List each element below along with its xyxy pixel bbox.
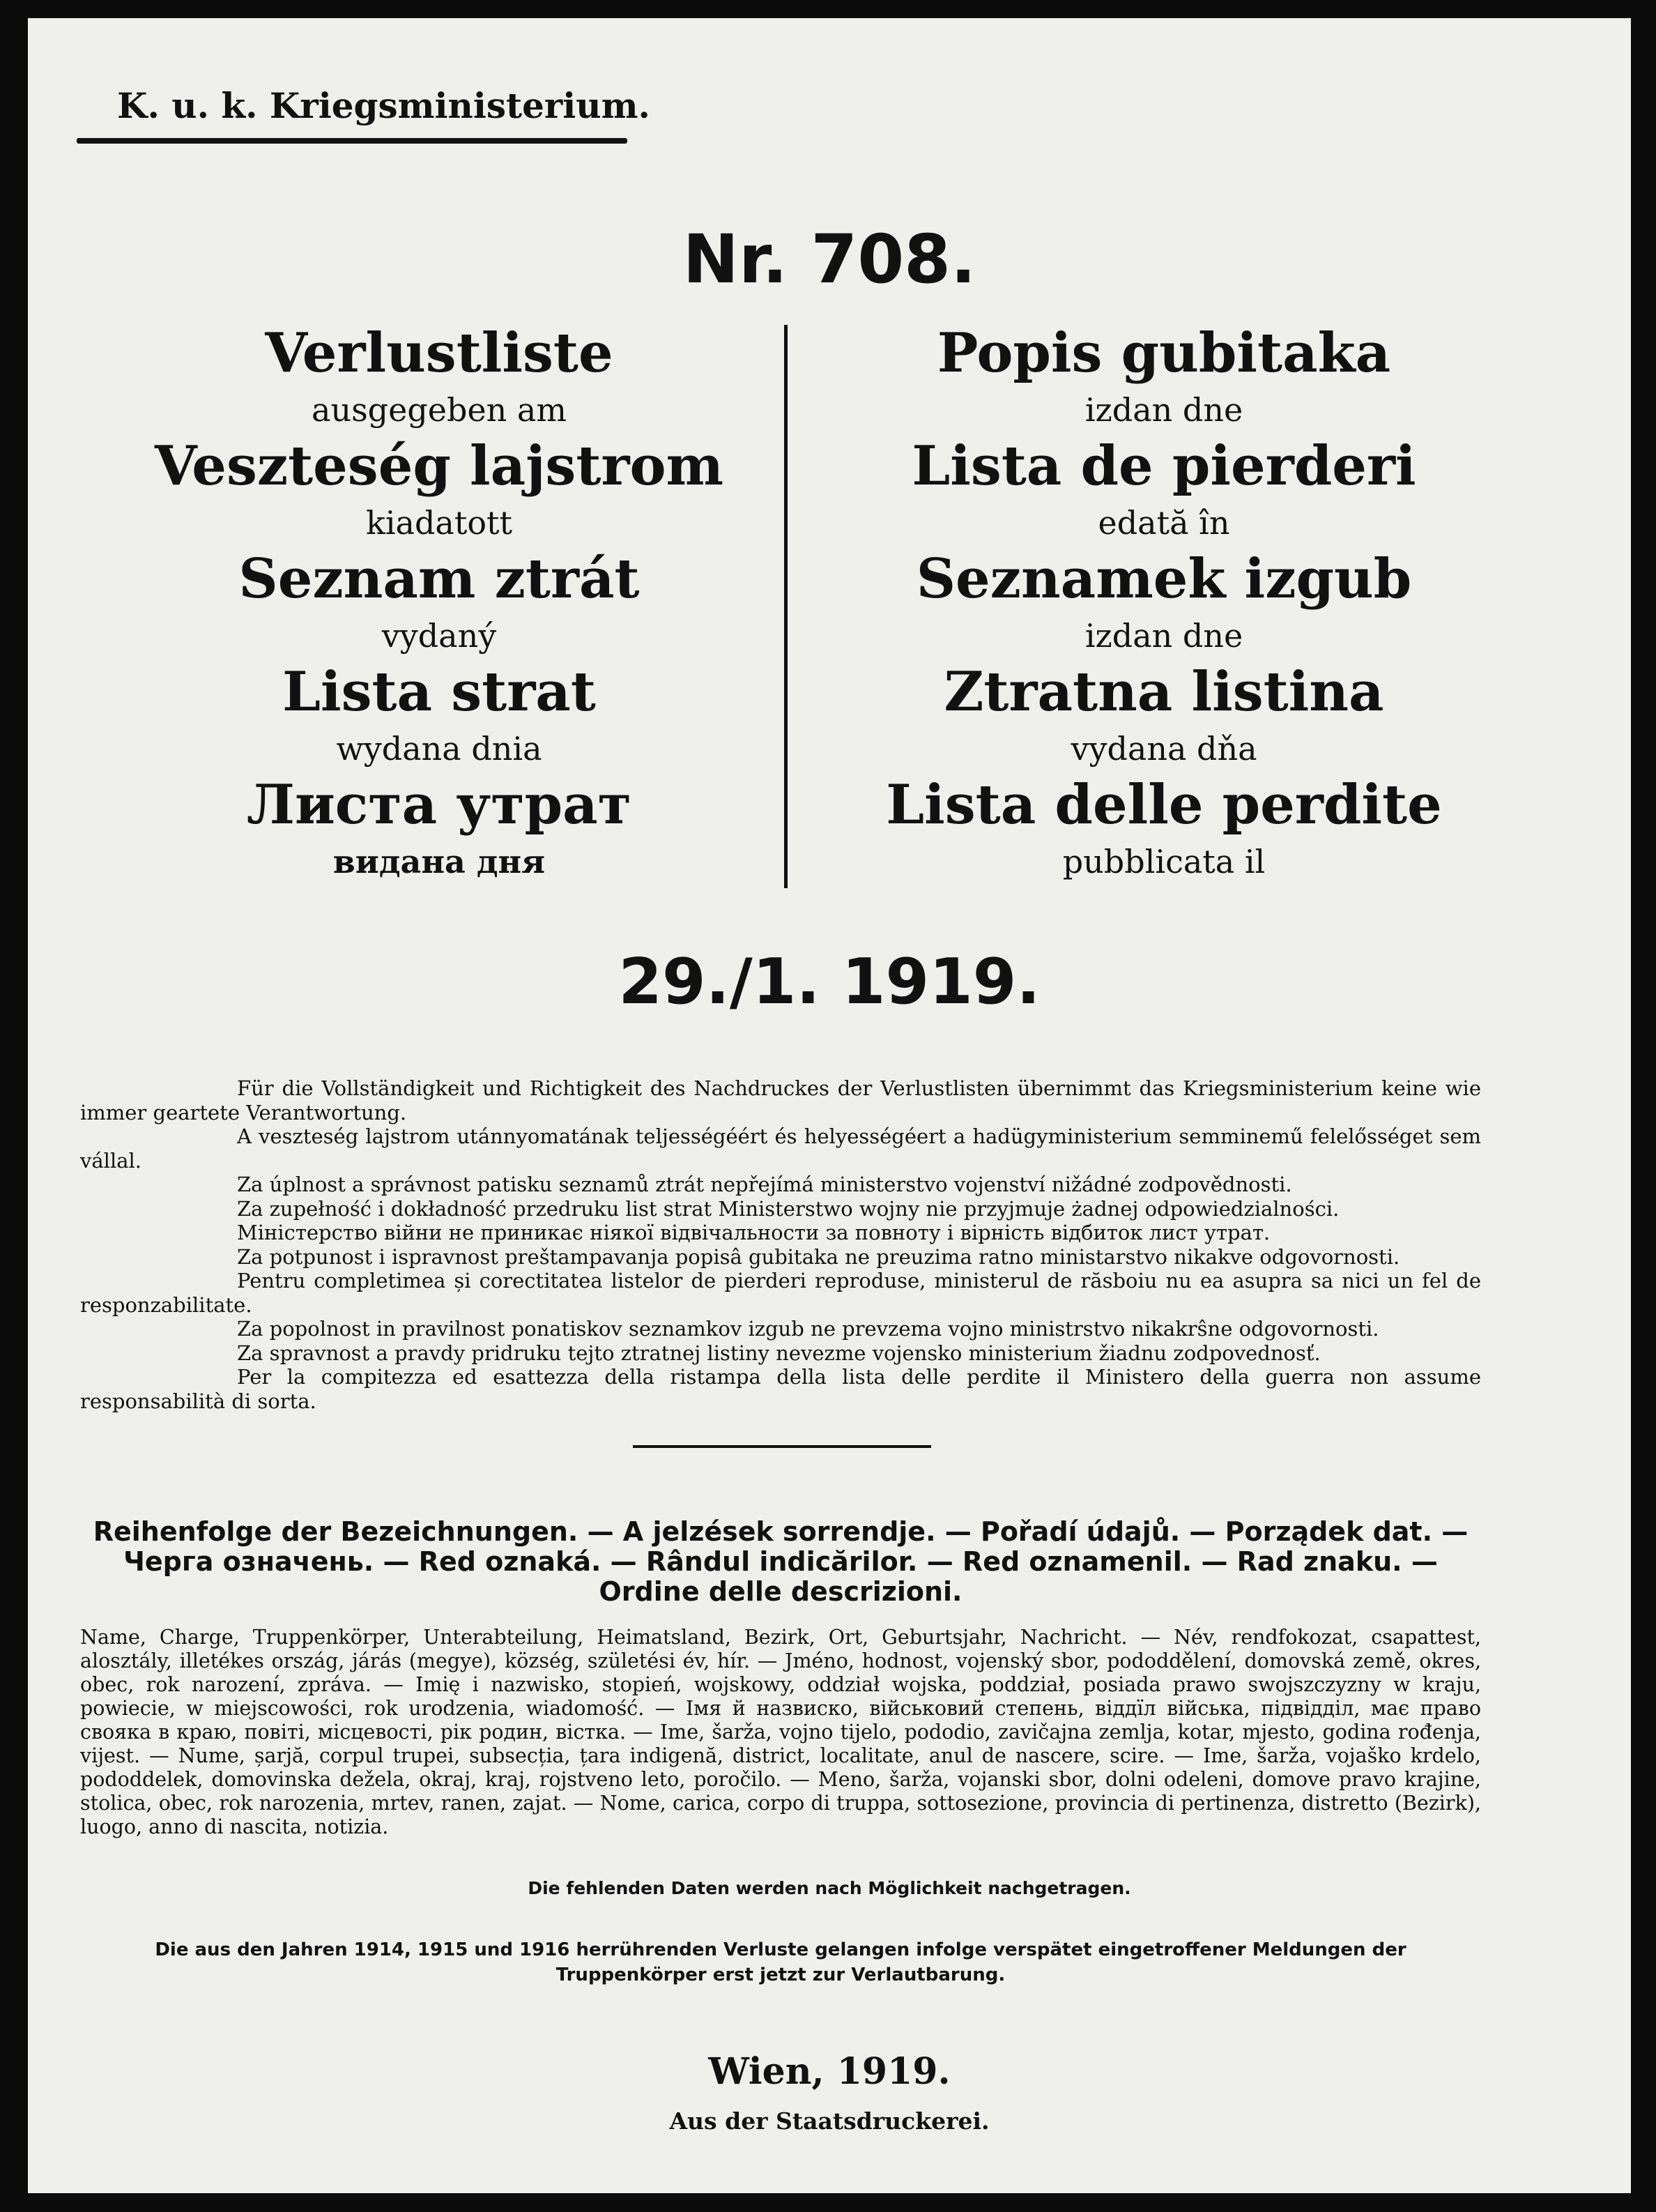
title-italian: Lista delle perdite [886,773,1442,837]
subtitle-romanian: edată în [1098,504,1230,542]
title-romanian: Lista de pierderi [912,434,1416,498]
title-polish: Lista strat [282,660,596,724]
title-czech: Seznam ztrát [238,547,640,611]
subtitle-polish: wydana dnia [336,730,542,768]
disclaimer-croatian: Za potpunost i ispravnost preštampavanja popisâ gubitaka ne preuzima ratno ministarstvo nikakve odgovornosti. [237,1244,1400,1269]
order-heading-line: Ordine delle descrizioni. [599,1576,963,1607]
disclaimer-italian: Per la compitezza ed esattezza della ristampa della lista delle perdite il Ministero della guerra non assume responsabilità di sorta. [80,1365,1481,1413]
title-slovene: Seznamek izgub [916,547,1412,611]
title-hungarian: Veszteség lajstrom [154,434,724,498]
subtitle-ukrainian: видана дня [332,843,546,880]
header-underline [77,138,627,144]
paper-sheet [28,18,1631,2193]
disclaimer-ukrainian: Міністерство війни не приникає ніякої відвічальности за повноту і вірність відбиток лист утрат. [237,1221,1271,1244]
title-column-right [815,321,1512,886]
title-croatian: Popis gubitaka [937,321,1391,385]
column-divider [784,325,788,888]
section-divider [633,1445,931,1448]
title-slovak: Ztratna listina [944,660,1384,724]
place-year: Wien, 1919. [708,2050,951,2093]
subtitle-german: ausgegeben am [312,391,567,429]
disclaimer-slovak: Za spravnost a pravdy pridruku tejto ztratnej listiny nevezme vojensko ministerium žiadnu zodpovednosť. [237,1341,1321,1365]
order-heading-line: Черга означень. — Red oznaká. — Rândul indicărilor. — Red oznamenil. — Rad znaku. — [123,1546,1438,1577]
disclaimer-slovene: Za popolnost in pravilnost ponatiskov seznamkov izgub ne prevzema vojno ministrstvo nikakrŝne odgovornosti. [237,1317,1379,1341]
order-heading-line: Reihenfolge der Bezeichnungen. — A jelzések sorrendje. — Pořadí údajů. — Porządek dat. — [93,1516,1469,1547]
disclaimer-hungarian: A veszteség lajstrom utánnyomatának teljességéért és helyességéert a hadügyministerium semminemű felelősséget sem vállal. [80,1124,1481,1173]
issue-number: Nr. 708. [682,220,976,298]
title-column-left [91,321,788,886]
title-ukrainian: Листа утрат [246,773,632,837]
disclaimer-czech: Za úplnost a správnost patisku seznamů ztrát nepřejímá ministerstvo vojenství nižádné zodpovědnosti. [237,1173,1292,1196]
note-late-reports: Die aus den Jahren 1914, 1915 und 1916 herrührenden Verluste gelangen infolge verspätet eingetroffener Meldungen der Truppenkörper erst jetzt zur Verlautbarung. [155,1939,1406,1985]
order-heading [80,1517,1481,1607]
issue-date: 29./1. 1919. [618,945,1041,1019]
printer-imprint: Aus der Staatsdruckerei. [669,2107,990,2135]
note-missing-data: Die fehlenden Daten werden nach Möglichkeit nachgetragen. [528,1878,1131,1898]
field-descriptions: Name, Charge, Truppenkörper, Unterabteilung, Heimatsland, Bezirk, Ort, Geburtsjahr, Nachricht. — Név, rendfokozat, csapattest, alosztály, illetékes ország, járás (megye), község, születési év, hír. — Jméno, hodnost, vojenský sbor, pododdělení, domovská země, okres, obec, rok narození, zpráva. — Imię i nazwisko, stopień, wojskowy, oddział wojska, poddział, posiada prawo swojszczyzny w kraju, powiecie, w miejscowości, rok urodzenia, wiadomość. — Імя й назвиско, військовий степень, віддїл війська, підвідділ, має право свояка в краю, повіті, місцевості, рік родин, вістка. — Ime, šarža, vojno tijelo, pododio, zavičajna zemlja, kotar, mjesto, godina rođenja, vijest. — Nume, șarjă, corpul trupei, subsecția, țara indigenă, district, localitate, anul de nascere, scire. — Ime, šarža, vojaško krdelo, pododdelek, domovinska dežela, okraj, kraj, rojstveno leto, poročilo. — Meno, šarža, vojanski sbor, dolni odeleni, domove pravo krajine, stolica, obec, rok narozenia, mrtev, ranen, zajat. — Nome, carica, corpo di truppa, sottosezione, provincia di pertinenza, distretto (Bezirk), luogo, anno di nascita, notizia. [80,1626,1481,1838]
subtitle-slovak: vydana dňa [1071,730,1257,768]
subtitle-croatian: izdan dne [1084,391,1243,429]
disclaimer-block [80,1076,1481,1413]
title-german: Verlustliste [265,321,613,385]
disclaimer-polish: Za zupełność i dokładność przedruku list strat Ministerstwo wojny nie przyjmuje żadnej odpowiedzialności. [237,1196,1340,1221]
subtitle-italian: pubblicata il [1062,843,1266,880]
disclaimer-german: Für die Vollständigkeit und Richtigkeit des Nachdruckes der Verlustlisten übernimmt das Kriegsministerium keine wie immer geartete Verantwortung. [80,1076,1481,1124]
subtitle-czech: vydaný [381,617,497,655]
ministry-header: K. u. k. Kriegsministerium. [117,85,650,126]
subtitle-slovene: izdan dne [1084,617,1243,655]
disclaimer-romanian: Pentru completimea și corectitatea listelor de pierderi reproduse, ministerul de răsboiu nu ea asupra sa nici un fel de responzabilitate. [80,1269,1481,1317]
subtitle-hungarian: kiadatott [365,504,513,542]
